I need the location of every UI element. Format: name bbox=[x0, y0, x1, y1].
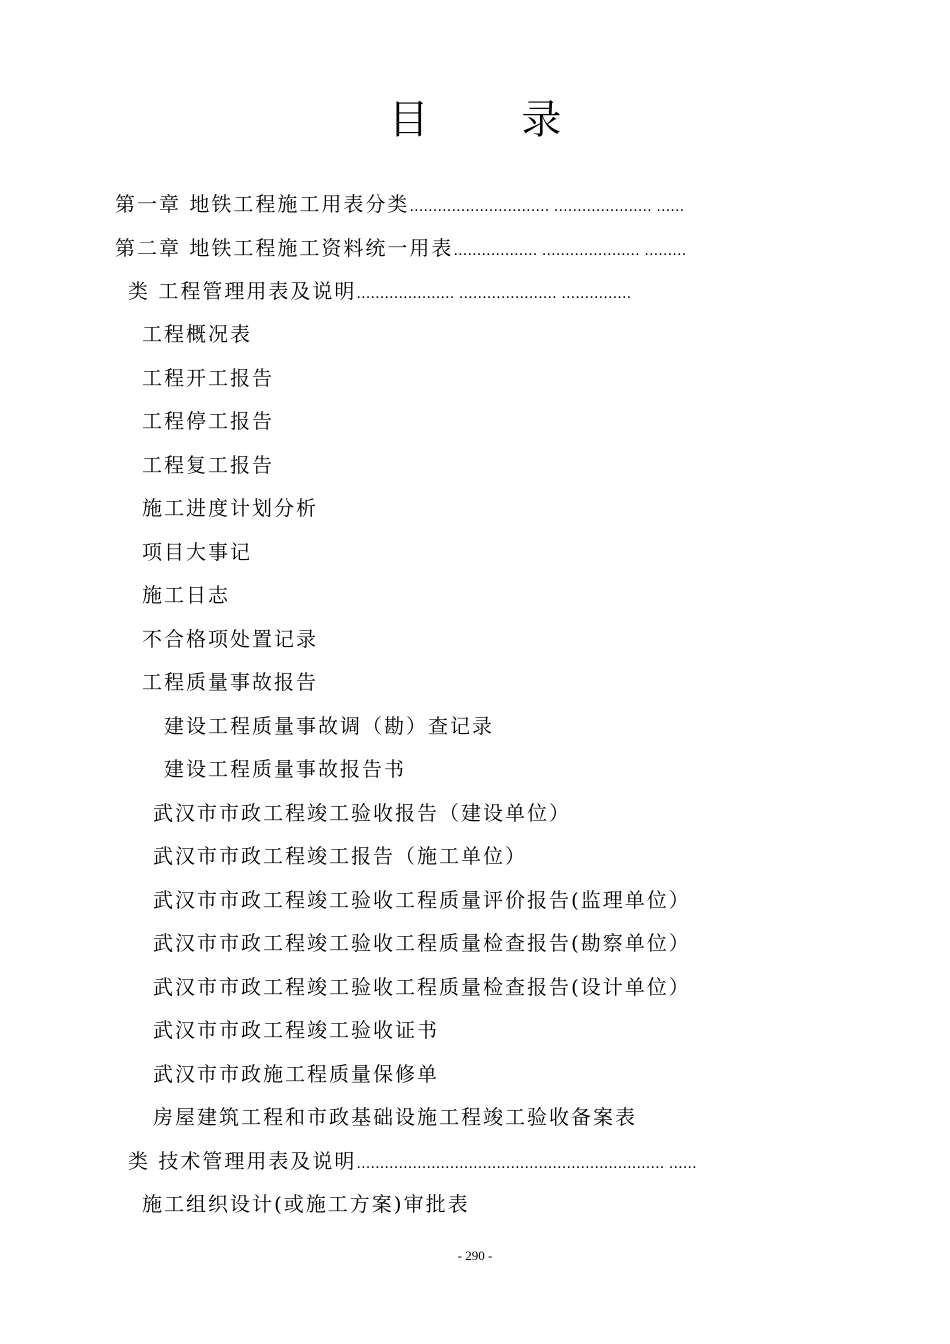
toc-entry[interactable] bbox=[153, 793, 571, 833]
toc-entry[interactable] bbox=[142, 1184, 470, 1224]
toc-entry[interactable] bbox=[142, 575, 230, 615]
toc-leader: ………………………… ………………… …… bbox=[409, 199, 685, 215]
toc-entry-section-management[interactable] bbox=[128, 271, 631, 311]
toc-entry[interactable] bbox=[142, 488, 318, 528]
toc-entry-text: 武汉市市政工程竣工验收报告（建设单位） bbox=[153, 801, 571, 825]
toc-entry-text: 房屋建筑工程和市政基础设施工程竣工验收备案表 bbox=[153, 1105, 637, 1129]
toc-entry[interactable] bbox=[142, 662, 318, 702]
toc-entry-text: 工程停工报告 bbox=[142, 409, 274, 433]
toc-entry-text: 第一章 地铁工程施工用表分类 bbox=[115, 192, 410, 216]
toc-entry[interactable] bbox=[142, 314, 252, 354]
toc-entry-text: 武汉市市政工程竣工验收工程质量评价报告(监理单位） bbox=[153, 888, 691, 912]
toc-entry-text: 武汉市市政工程竣工验收工程质量检查报告(设计单位） bbox=[153, 975, 691, 999]
toc-entry-sub[interactable] bbox=[164, 749, 406, 789]
toc-entry-text: 建设工程质量事故调（勘）查记录 bbox=[164, 714, 494, 738]
toc-entry[interactable] bbox=[153, 836, 527, 876]
toc-leader: ………………………………………………………… …… bbox=[356, 1156, 697, 1172]
toc-entry-text: 施工日志 bbox=[142, 583, 230, 607]
toc-entry-text: 类 技术管理用表及说明 bbox=[128, 1149, 357, 1173]
toc-entry-text: 武汉市市政工程竣工验收工程质量检查报告(勘察单位） bbox=[153, 931, 691, 955]
toc-leader: ……………… ………………… ……… bbox=[453, 243, 687, 259]
toc-entry-chapter-2[interactable] bbox=[115, 228, 686, 268]
toc-entry[interactable] bbox=[153, 923, 691, 963]
page-title: 目 录 bbox=[388, 97, 602, 143]
toc-entry-text: 施工组织设计(或施工方案)审批表 bbox=[142, 1192, 470, 1216]
toc-entry[interactable] bbox=[142, 445, 274, 485]
toc-entry[interactable] bbox=[142, 401, 274, 441]
toc-entry-text: 武汉市市政工程竣工验收证书 bbox=[153, 1018, 439, 1042]
toc-leader: ………………… ………………… …………… bbox=[356, 286, 632, 302]
toc-entry-text: 第二章 地铁工程施工资料统一用表 bbox=[115, 236, 454, 260]
toc-entry[interactable] bbox=[153, 880, 691, 920]
toc-entry-text: 建设工程质量事故报告书 bbox=[164, 757, 406, 781]
toc-entry[interactable] bbox=[153, 1010, 439, 1050]
toc-entry-text: 施工进度计划分析 bbox=[142, 496, 318, 520]
toc-entry-text: 不合格项处置记录 bbox=[142, 627, 318, 651]
toc-entry[interactable] bbox=[153, 1054, 439, 1094]
toc-entry-text: 武汉市市政工程竣工报告（施工单位） bbox=[153, 844, 527, 868]
toc-entry-chapter-1[interactable] bbox=[115, 184, 684, 224]
toc-entry[interactable] bbox=[142, 532, 252, 572]
toc-entry-text: 工程开工报告 bbox=[142, 366, 274, 390]
page-number: - 290 - bbox=[457, 1248, 493, 1263]
toc-entry-sub[interactable] bbox=[164, 706, 494, 746]
toc-entry-text: 武汉市市政施工程质量保修单 bbox=[153, 1062, 439, 1086]
toc-entry[interactable] bbox=[142, 358, 274, 398]
toc-entry[interactable] bbox=[153, 967, 691, 1007]
toc-entry-text: 工程质量事故报告 bbox=[142, 670, 318, 694]
toc-entry-text: 工程概况表 bbox=[142, 322, 252, 346]
toc-entry[interactable] bbox=[142, 619, 318, 659]
toc-entry-text: 项目大事记 bbox=[142, 540, 252, 564]
toc-entry-section-technical[interactable] bbox=[128, 1141, 697, 1181]
toc-entry-text: 类 工程管理用表及说明 bbox=[128, 279, 357, 303]
toc-entry-text: 工程复工报告 bbox=[142, 453, 274, 477]
toc-entry[interactable] bbox=[153, 1097, 637, 1137]
